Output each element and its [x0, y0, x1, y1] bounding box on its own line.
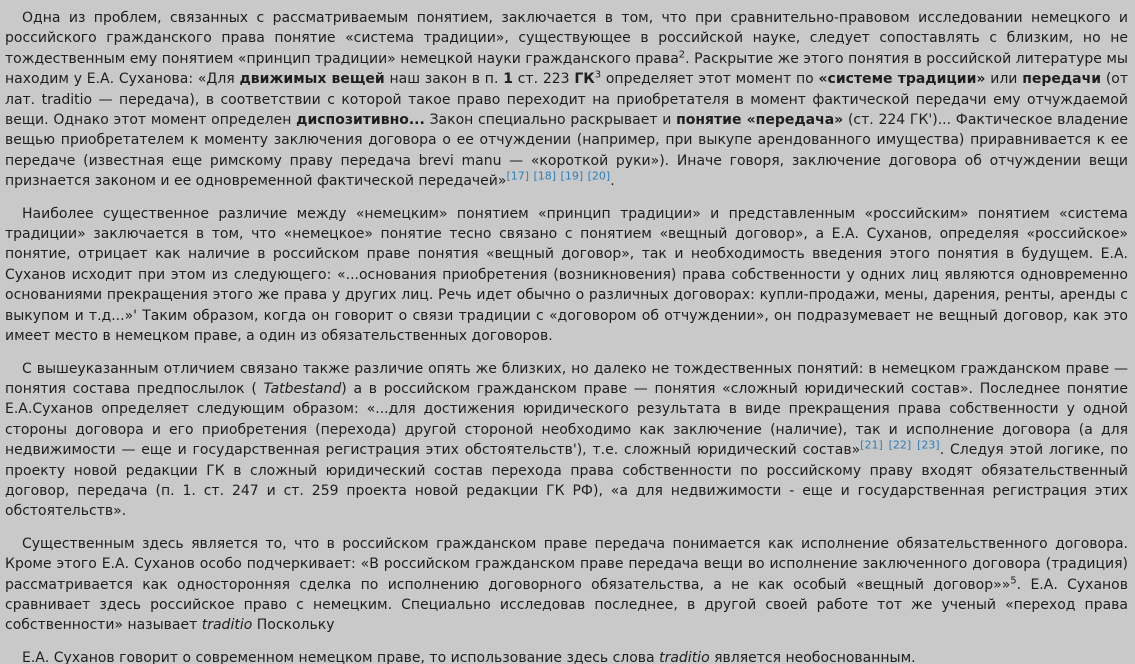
- reference-link-18[interactable]: [18]: [533, 169, 557, 183]
- text: (ст. 224 ГК')... Фактическое владение вещью приобретателем к моменту заключения договора о ее отчуждении (например, при выкупе арендованного имущества) приравнивается к ее передаче (известная еще римскому праву передача brevi manu — «короткой руки»). Иначе говоря, заключение договора об отчуждении вещи признается законом и ее одновременной фактической передачей»: [5, 112, 1129, 190]
- paragraph-1: [5, 8, 1128, 192]
- text: определяет этот момент по: [601, 71, 819, 88]
- bold-term: понятие «передача»: [676, 112, 844, 129]
- reference-link-21[interactable]: [21]: [860, 438, 883, 452]
- text: Существенным здесь является то, что в российском гражданском праве передача понимается как исполнение обязательственного договора. Кроме этого Е.А. Суханов особо подчеркивает: «В российском гражданском праве передача вещи во исполнение заключенного договора (традиция) рассматривается как односторонняя сделка по исполнению договорного обязательства, а не как особый «вещный договор»»: [5, 535, 1128, 593]
- italic-term: Tatbestand: [263, 380, 342, 397]
- bold-term: 1: [503, 71, 513, 88]
- reference-link-17[interactable]: [17]: [506, 169, 530, 183]
- text: Одна из проблем, связанных с рассматриваемым понятием, заключается в том, что при сравнительно-правовом исследовании немецкого и российского гражданского права понятие «система традиции», существующее в российской науке, следует сопоставлять с близким, но не тождественным ему понятием «принцип традиции» немецкой науки гражданского права: [5, 10, 1128, 67]
- bold-term: движимых вещей: [239, 71, 385, 88]
- paragraph-4: [5, 534, 1128, 636]
- paragraph-3: [5, 359, 1128, 522]
- reference-link-19[interactable]: [19]: [560, 169, 584, 183]
- italic-term: traditio: [659, 649, 710, 664]
- italic-term: traditio: [201, 617, 253, 634]
- text: .: [610, 173, 615, 190]
- text: является необоснованным.: [709, 649, 916, 664]
- text: ст. 223: [512, 71, 575, 88]
- bold-term: ГК: [574, 71, 595, 88]
- reference-link-22[interactable]: [22]: [888, 438, 912, 452]
- bold-term: диспозитивно...: [296, 112, 425, 129]
- reference-link-23[interactable]: [23]: [917, 438, 940, 452]
- text: (от лат. traditio — передача), в соответствии с которой такое право переходит на приобретателя в момент фактической передачи ему отчуждаемой вещи. Однако этот момент определен: [5, 71, 1129, 129]
- text: ) а в российском гражданском праве — понятия «сложный юридический состав». Последнее понятие Е.А.Суханов определяет следующим образом: «...для достижения юридического результата в виде прекращения права собственности у одной стороны договора и его приобретения (перехода) другой стороной необходимо как заключение (наличие), так и исполнение договора (а для недвижимости — еще и государственная регистрация этих обстоятельств'), т.е. сложный юридический состав»: [5, 380, 1128, 459]
- footnote-marker: 5: [1010, 574, 1017, 586]
- text: или: [985, 71, 1023, 88]
- bold-term: передачи: [1022, 71, 1102, 88]
- text: Поскольку: [252, 617, 335, 634]
- paragraph-2: [5, 204, 1128, 347]
- paragraph-5: [5, 648, 1128, 664]
- text: . Следуя этой логике, по проекту новой редакции ГК в сложный юридический состав перехода права собственности по российскому праву входят обязательственный договор, передача (п. 1. ст. 247 и ст. 259 проекта новой редакции ГК РФ), «а для недвижимости - еще и государственная регистрация этих обстоятельств».: [5, 442, 1129, 520]
- text: . Раскрытие же этого понятия в российской литературе мы находим у Е.А. Суханова: «Для: [5, 50, 1128, 88]
- bold-term: «системе традиции»: [818, 71, 986, 88]
- text: наш закон в п.: [384, 71, 504, 88]
- text: . Е.А. Суханов сравнивает здесь российское право с немецким. Специально исследовав последнее, в другой своей работе тот же ученый «переход права собственности» называет: [5, 576, 1128, 634]
- footnote-marker: 3: [594, 69, 602, 81]
- text: Наиболее существенное различие между «немецким» понятием «принцип традиции» и представленным «российским» понятием «система традиции» заключается в том, что «немецкое» понятие тесно связано с понятием «вещный договор», а Е.А. Суханов, определяя «российское» понятие, отрицает как наличие в российском праве понятия «вещный договор», так и необходимость введения этого понятия в будущем. Е.А. Суханов исходит при этом из следующего: «...основания приобретения (возникновения) права собственности у одних лиц являются одновременно основаниями прекращения этого же права у других лиц. Речь идет обычно о различных договорах: купли-продажи, мены, дарения, ренты, аренды с выкупом и т.д...»' Таким образом, когда он говорит о связи традиции с «договором об отчуждении», он подразумевает не вещный договор, как это имеет место в немецком праве, а один из обязательственных договоров.: [5, 205, 1128, 345]
- text: Е.А. Суханов говорит о современном немецком праве, то использование здесь слова: [22, 649, 660, 664]
- footnote-marker: 2: [678, 49, 686, 61]
- text: Закон специально раскрывает и: [424, 112, 677, 129]
- text: С вышеуказанным отличием связано также различие опять же близких, но далеко не тождественных понятий: в немецком гражданском праве — понятия состава предпослылок (: [5, 360, 1128, 397]
- reference-link-20[interactable]: [20]: [587, 169, 611, 183]
